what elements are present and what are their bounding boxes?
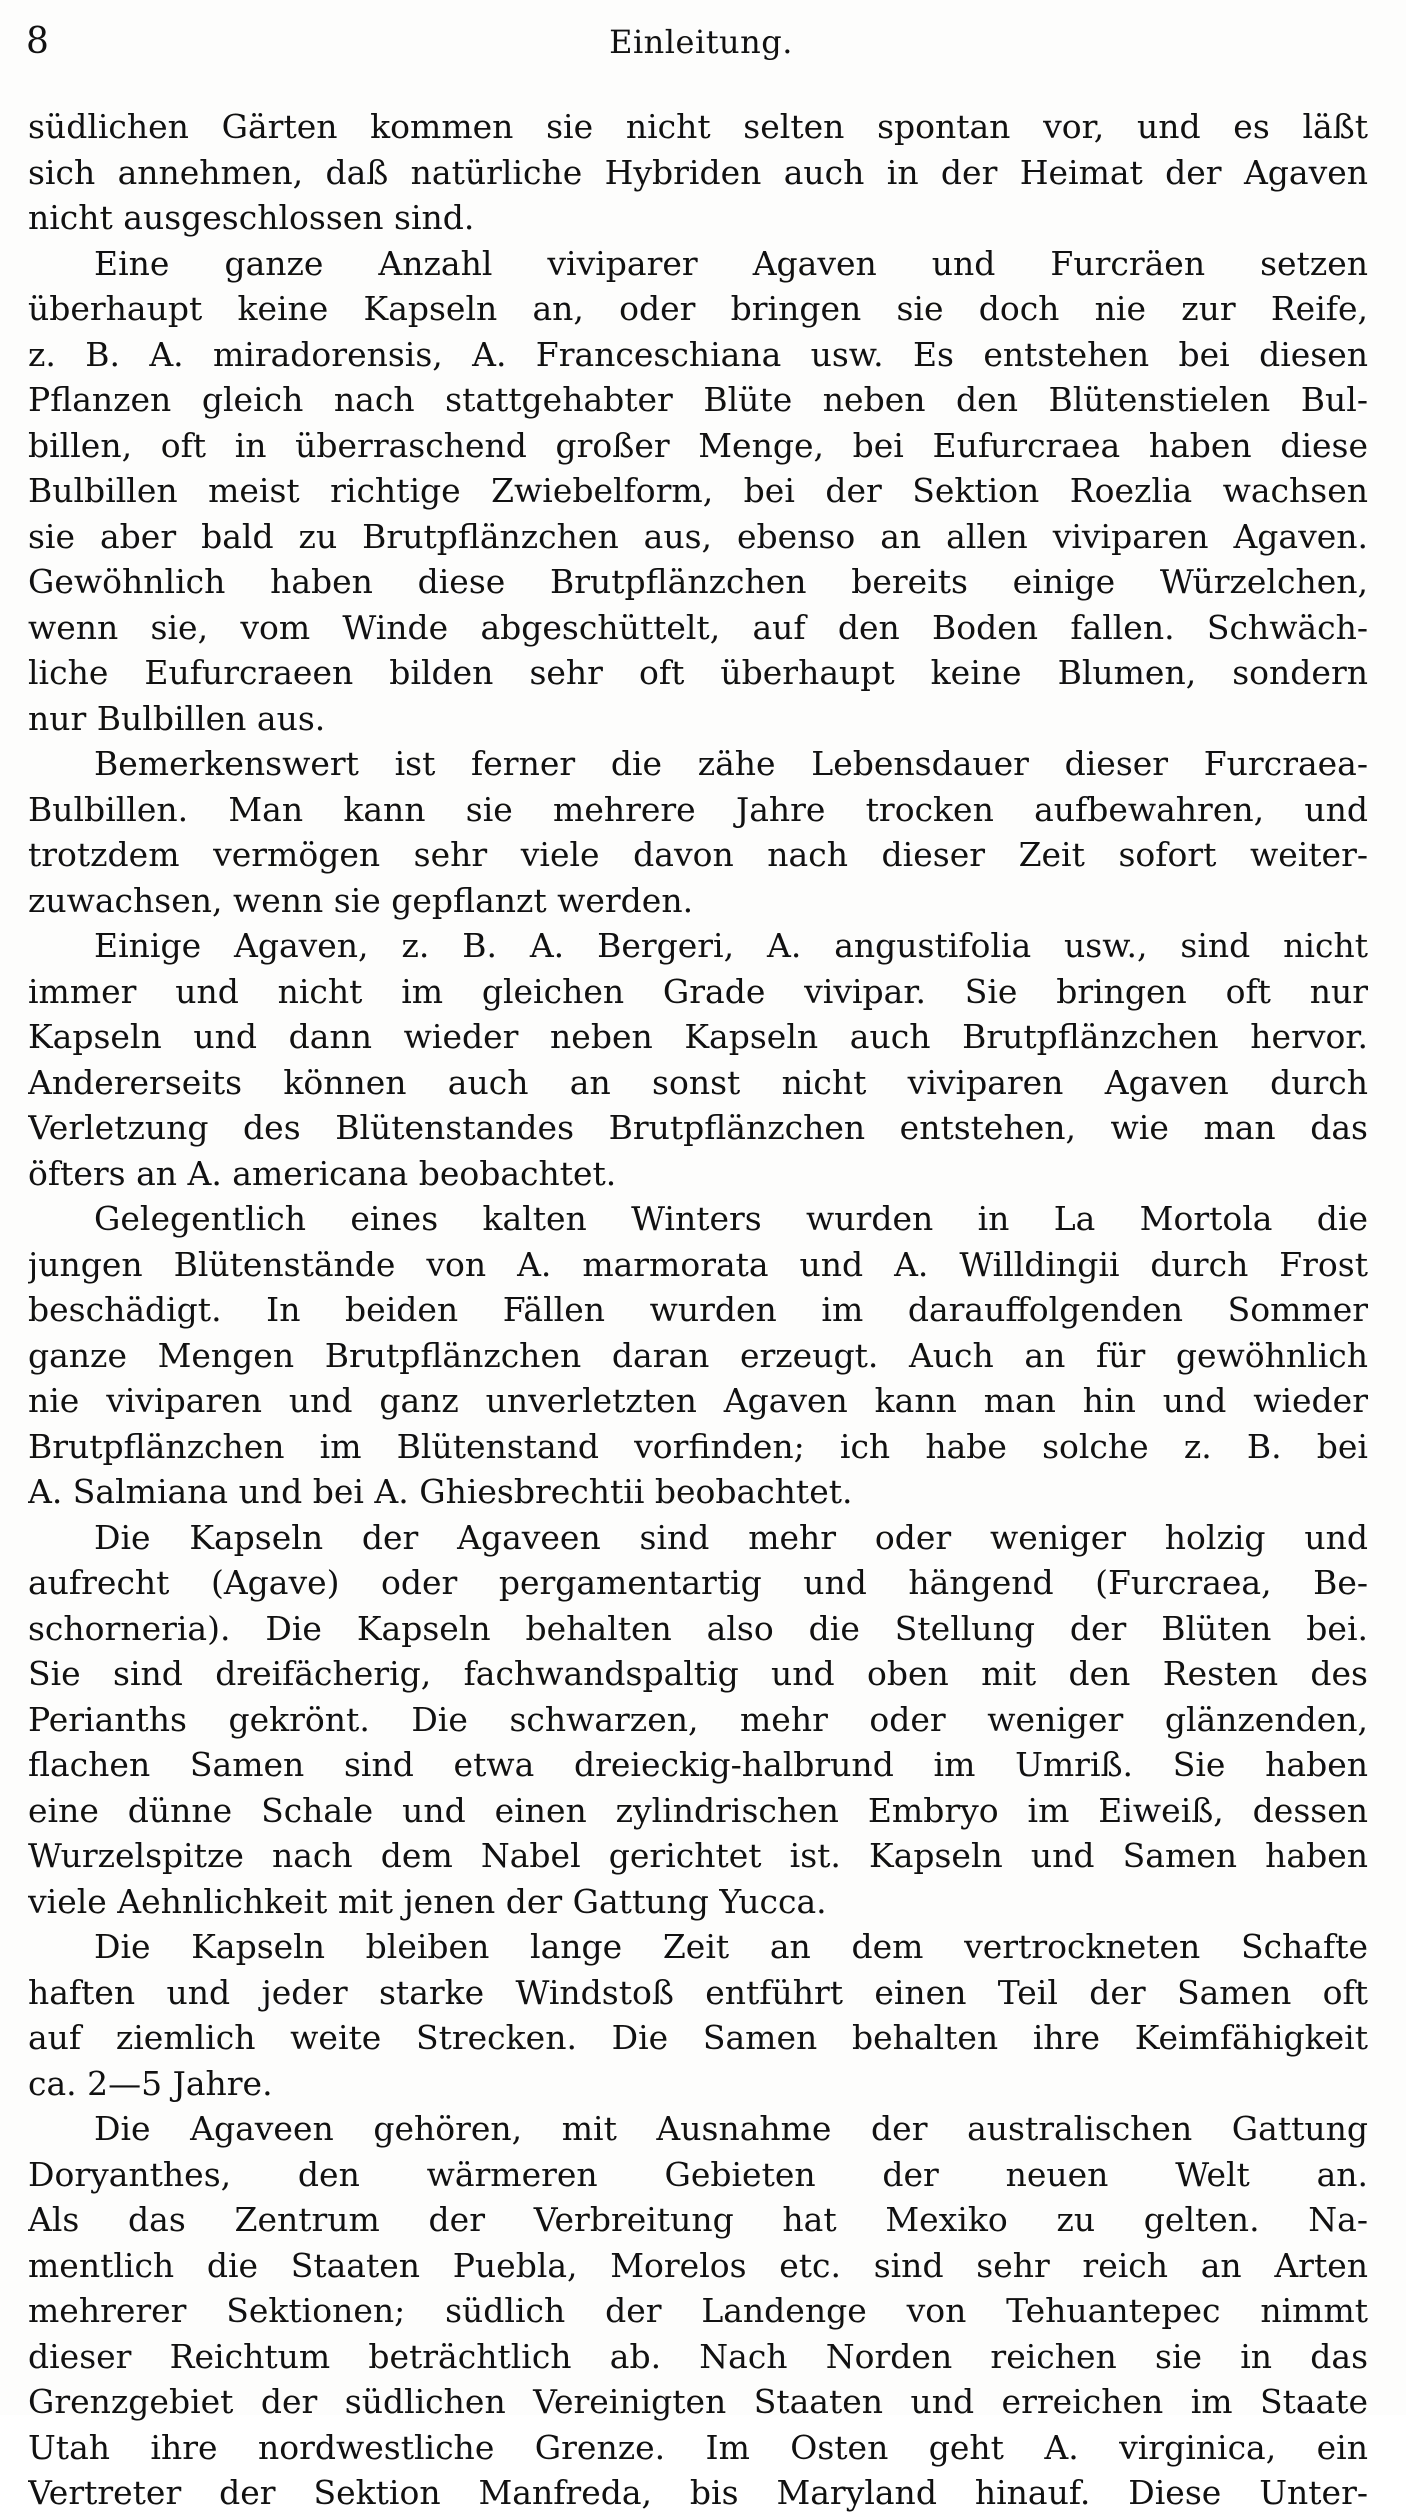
text-line: Gelegentlich eines kalten Winters wurden in La Mortola die	[94, 1199, 1368, 1238]
text-line: überhaupt keine Kapseln an, oder bringen sie doch nie zur Reife,	[28, 289, 1368, 328]
text-line: trotzdem vermögen sehr viele davon nach dieser Zeit sofort weiter-	[28, 835, 1368, 874]
text-line: nie viviparen und ganz unverletzten Agaven kann man hin und wieder	[28, 1381, 1368, 1420]
text-line: Pflanzen gleich nach stattgehabter Blüte neben den Blütenstielen Bul-	[28, 380, 1368, 419]
text-line: Gewöhnlich haben diese Brutpflänzchen bereits einige Würzelchen,	[28, 562, 1368, 601]
text-line: schorneria). Die Kapseln behalten also die Stellung der Blüten bei.	[28, 1608, 1368, 1648]
text-line: flachen Samen sind etwa dreieckig-halbrund im Umriß. Sie haben	[28, 1745, 1368, 1784]
text-line: Grenzgebiet der südlichen Vereinigten Staaten und erreichen im Staate	[28, 2382, 1368, 2421]
body-text	[28, 104, 1368, 2516]
text-line: liche Eufurcraeen bilden sehr oft überhaupt keine Blumen, sondern	[28, 653, 1368, 692]
text-line: nur Bulbillen aus.	[28, 698, 326, 738]
text-line: dieser Reichtum beträchtlich ab. Nach Norden reichen sie in das	[28, 2336, 1368, 2376]
text-line: öfters an A. americana beobachtet.	[28, 1153, 617, 1193]
text-line: A. Salmiana und bei A. Ghiesbrechtii beobachtet.	[28, 1472, 853, 1511]
text-line: beschädigt. In beiden Fällen wurden im darauffolgenden Sommer	[28, 1290, 1368, 1329]
text-line: Sie sind dreifächerig, fachwandspaltig und oben mit den Resten des	[28, 1654, 1368, 1693]
text-line: auf ziemlich weite Strecken. Die Samen behalten ihre Keimfähigkeit	[28, 2018, 1368, 2057]
text-line: immer und nicht im gleichen Grade vivipar. Sie bringen oft nur	[28, 971, 1368, 1011]
text-line: nicht ausgeschlossen sind.	[28, 198, 475, 237]
text-line: eine dünne Schale und einen zylindrischen Embryo im Eiweiß, dessen	[28, 1790, 1368, 1830]
text-line: jungen Blütenstände von A. marmorata und A. Willdingii durch Frost	[28, 1244, 1368, 1284]
text-line: viele Aehnlichkeit mit jenen der Gattung Yucca.	[28, 1881, 827, 1921]
text-line: Perianths gekrönt. Die schwarzen, mehr oder weniger glänzenden,	[28, 1699, 1368, 1739]
text-line: Einige Agaven, z. B. A. Bergeri, A. angustifolia usw., sind nicht	[94, 926, 1368, 965]
text-line: Bemerkenswert ist ferner die zähe Lebensdauer dieser Furcraea-	[94, 744, 1368, 783]
text-line: z. B. A. miradorensis, A. Franceschiana usw. Es entstehen bei diesen	[28, 334, 1368, 374]
text-line: südlichen Gärten kommen sie nicht selten spontan vor, und es läßt	[28, 107, 1368, 146]
text-line: ca. 2—5 Jahre.	[28, 2063, 273, 2103]
running-head: Einleitung.	[609, 23, 793, 61]
text-line: mentlich die Staaten Puebla, Morelos etc. sind sehr reich an Arten	[28, 2245, 1368, 2285]
text-line: Wurzelspitze nach dem Nabel gerichtet ist. Kapseln und Samen haben	[28, 1836, 1368, 1875]
text-line: Kapseln und dann wieder neben Kapseln auch Brutpflänzchen hervor.	[28, 1017, 1368, 1056]
text-line: Bulbillen. Man kann sie mehrere Jahre trocken aufbewahren, und	[28, 789, 1368, 829]
text-line: mehrerer Sektionen; südlich der Landenge von Tehuantepec nimmt	[28, 2291, 1368, 2330]
text-line: Verletzung des Blütenstandes Brutpflänzchen entstehen, wie man das	[28, 1108, 1368, 1147]
text-line: billen, oft in überraschend großer Menge, bei Eufurcraea haben diese	[28, 425, 1368, 465]
page-header	[26, 12, 1376, 72]
text-line: sich annehmen, daß natürliche Hybriden auch in der Heimat der Agaven	[28, 152, 1368, 192]
text-line: Vertreter der Sektion Manfreda, bis Maryland hinauf. Diese Unter-	[28, 2473, 1368, 2512]
text-line: Die Agaveen gehören, mit Ausnahme der australischen Gattung	[94, 2109, 1368, 2148]
text-line: sie aber bald zu Brutpflänzchen aus, ebenso an allen viviparen Agaven.	[28, 516, 1368, 556]
text-line: aufrecht (Agave) oder pergamentartig und hängend (Furcraea, Be-	[28, 1563, 1368, 1602]
text-line: ganze Mengen Brutpflänzchen daran erzeugt. Auch an für gewöhnlich	[28, 1335, 1368, 1375]
text-line: Doryanthes, den wärmeren Gebieten der neuen Welt an.	[28, 2154, 1368, 2194]
text-line: Die Kapseln der Agaveen sind mehr oder weniger holzig und	[94, 1517, 1368, 1557]
text-line: Brutpflänzchen im Blütenstand vorfinden; ich habe solche z. B. bei	[28, 1426, 1368, 1466]
text-line: Utah ihre nordwestliche Grenze. Im Osten geht A. virginica, ein	[28, 2427, 1368, 2467]
text-line: wenn sie, vom Winde abgeschüttelt, auf den Boden fallen. Schwäch-	[28, 607, 1368, 647]
text-line: haften und jeder starke Windstoß entführt einen Teil der Samen oft	[28, 1972, 1368, 2012]
text-line: Eine ganze Anzahl viviparer Agaven und Furcräen setzen	[94, 243, 1368, 283]
text-line: Bulbillen meist richtige Zwiebelform, bei der Sektion Roezlia wachsen	[28, 471, 1368, 510]
text-line: zuwachsen, wenn sie gepflanzt werden.	[28, 880, 694, 920]
text-line: Die Kapseln bleiben lange Zeit an dem vertrockneten Schafte	[94, 1927, 1368, 1966]
text-line: Als das Zentrum der Verbreitung hat Mexiko zu gelten. Na-	[28, 2200, 1368, 2239]
text-line: Andererseits können auch an sonst nicht viviparen Agaven durch	[28, 1062, 1368, 1102]
page-number: 8	[26, 21, 49, 62]
